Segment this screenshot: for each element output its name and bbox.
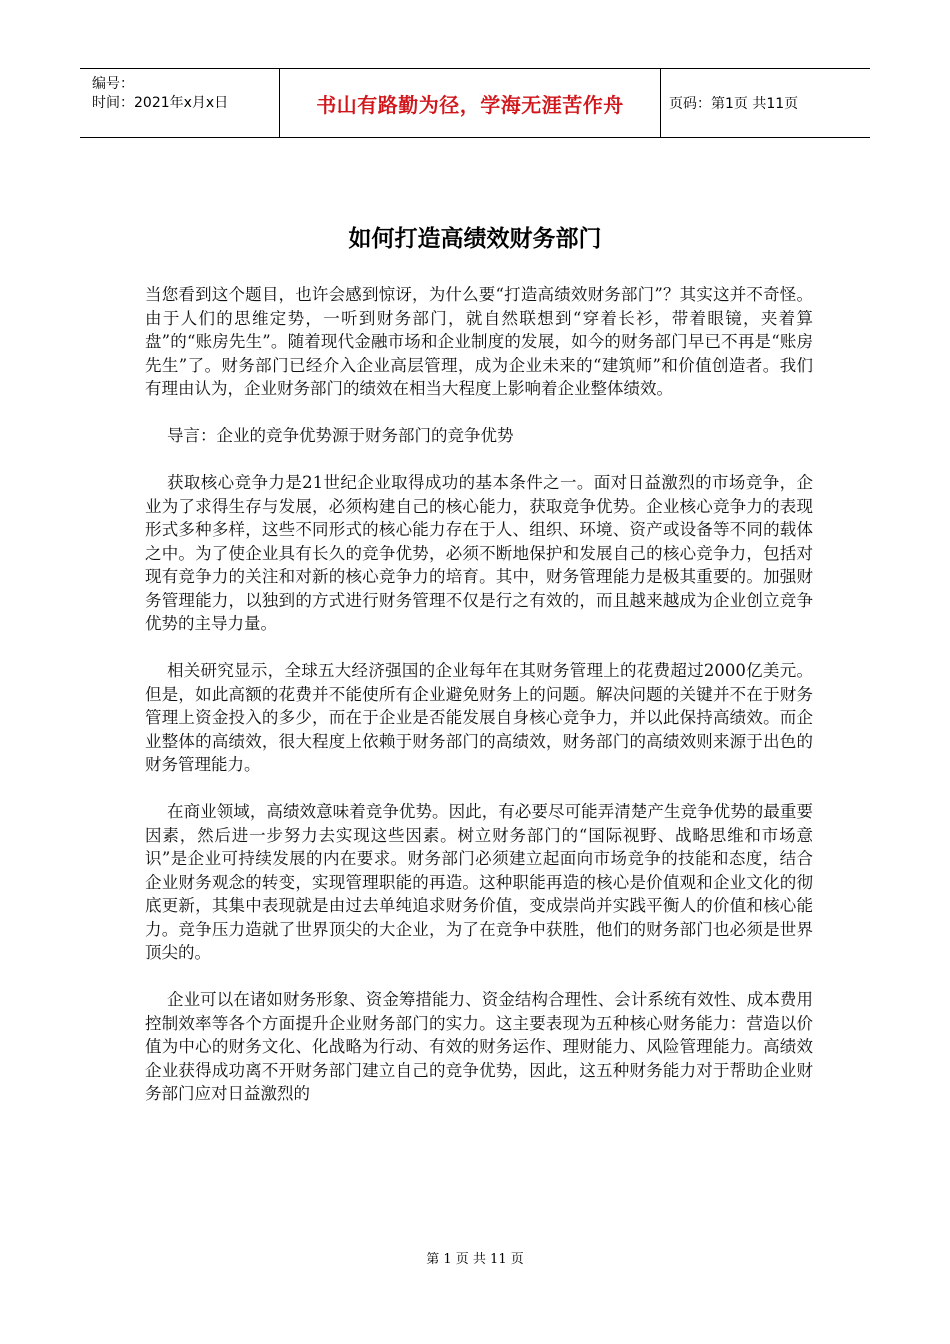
header-meta [80,69,280,137]
page-footer: 第 1 页 共 11 页 [426,1252,524,1267]
date-label: 时间：2021年x月x日 [92,95,229,111]
paragraph: 企业可以在诸如财务形象、资金筹措能力、资金结构合理性、会计系统有效性、成本费用控制效率等各个方面提升企业财务部门的实力。这主要表现为五种核心财务能力：营造以价值为中心的财务文化、化战略为行动、有效的财务运作、理财能力、风险管理能力。高绩效企业获得成功离不开财务部门建立自己的竞争优势，因此，这五种财务能力对于帮助企业财务部门应对日益激烈的 [145,990,813,1103]
paragraph: 获取核心竞争力是21世纪企业取得成功的基本条件之一。面对日益激烈的市场竞争，企业为了求得生存与发展，必须构建自己的核心能力，获取竞争优势。企业核心竞争力的表现形式多种多样，这些不同形式的核心能力存在于人、组织、环境、资产或设备等不同的载体之中。为了使企业具有长久的竞争优势，必须不断地保护和发展自己的核心竞争力，包括对现有竞争力的关注和对新的核心竞争力的培育。其中，财务管理能力是极其重要的。加强财务管理能力，以独到的方式进行财务管理不仅是行之有效的，而且越来越成为企业创立竞争优势的主导力量。 [145,473,813,633]
paragraph: 在商业领域，高绩效意味着竞争优势。因此，有必要尽可能弄清楚产生竞争优势的最重要因素，然后进一步努力去实现这些因素。树立财务部门的“国际视野、战略思维和市场意识”是企业可持续发展的内在要求。财务部门必须建立起面向市场竞争的技能和态度，结合企业财务观念的转变，实现管理职能的再造。这种职能再造的核心是价值观和企业文化的彻底更新，其集中表现就是由过去单纯追求财务价值，变成崇尚并实践平衡人的价值和核心能力。竞争压力造就了世界顶尖的大企业，为了在竞争中获胜，他们的财务部门也必须是世界顶尖的。 [145,802,813,962]
document-title: 如何打造高绩效财务部门 [348,226,602,252]
document-body [145,283,813,1129]
header-table [80,68,870,138]
paragraph: 相关研究显示，全球五大经济强国的企业每年在其财务管理上的花费超过2000亿美元。但是，如此高额的花费并不能使所有企业避免财务上的问题。解决问题的关键并不在于财务管理上资金投入的多少，而在于企业是否能发展自身核心竞争力，并以此保持高绩效。而企业整体的高绩效，很大程度上依赖于财务部门的高绩效，财务部门的高绩效则来源于出色的财务管理能力。 [145,661,813,774]
header-page-info: 页码：第1页 共11页 [669,96,799,112]
header-motto: 书山有路勤为径，学海无涯苦作舟 [280,69,661,137]
paragraph-preface: 导言：企业的竞争优势源于财务部门的竞争优势 [167,426,514,445]
serial-label: 编号： [92,76,134,92]
paragraph-intro: 当您看到这个题目，也许会感到惊讶，为什么要“打造高绩效财务部门”？其实这并不奇怪。由于人们的思维定势，一听到财务部门，就自然联想到“穿着长衫，带着眼镜，夹着算盘”的“账房先生”。随着现代金融市场和企业制度的发展，如今的财务部门早已不再是“账房先生”了。财务部门已经介入企业高层管理，成为企业未来的“建筑师”和价值创造者。我们有理由认为，企业财务部门的绩效在相当大程度上影响着企业整体绩效。 [145,285,813,398]
